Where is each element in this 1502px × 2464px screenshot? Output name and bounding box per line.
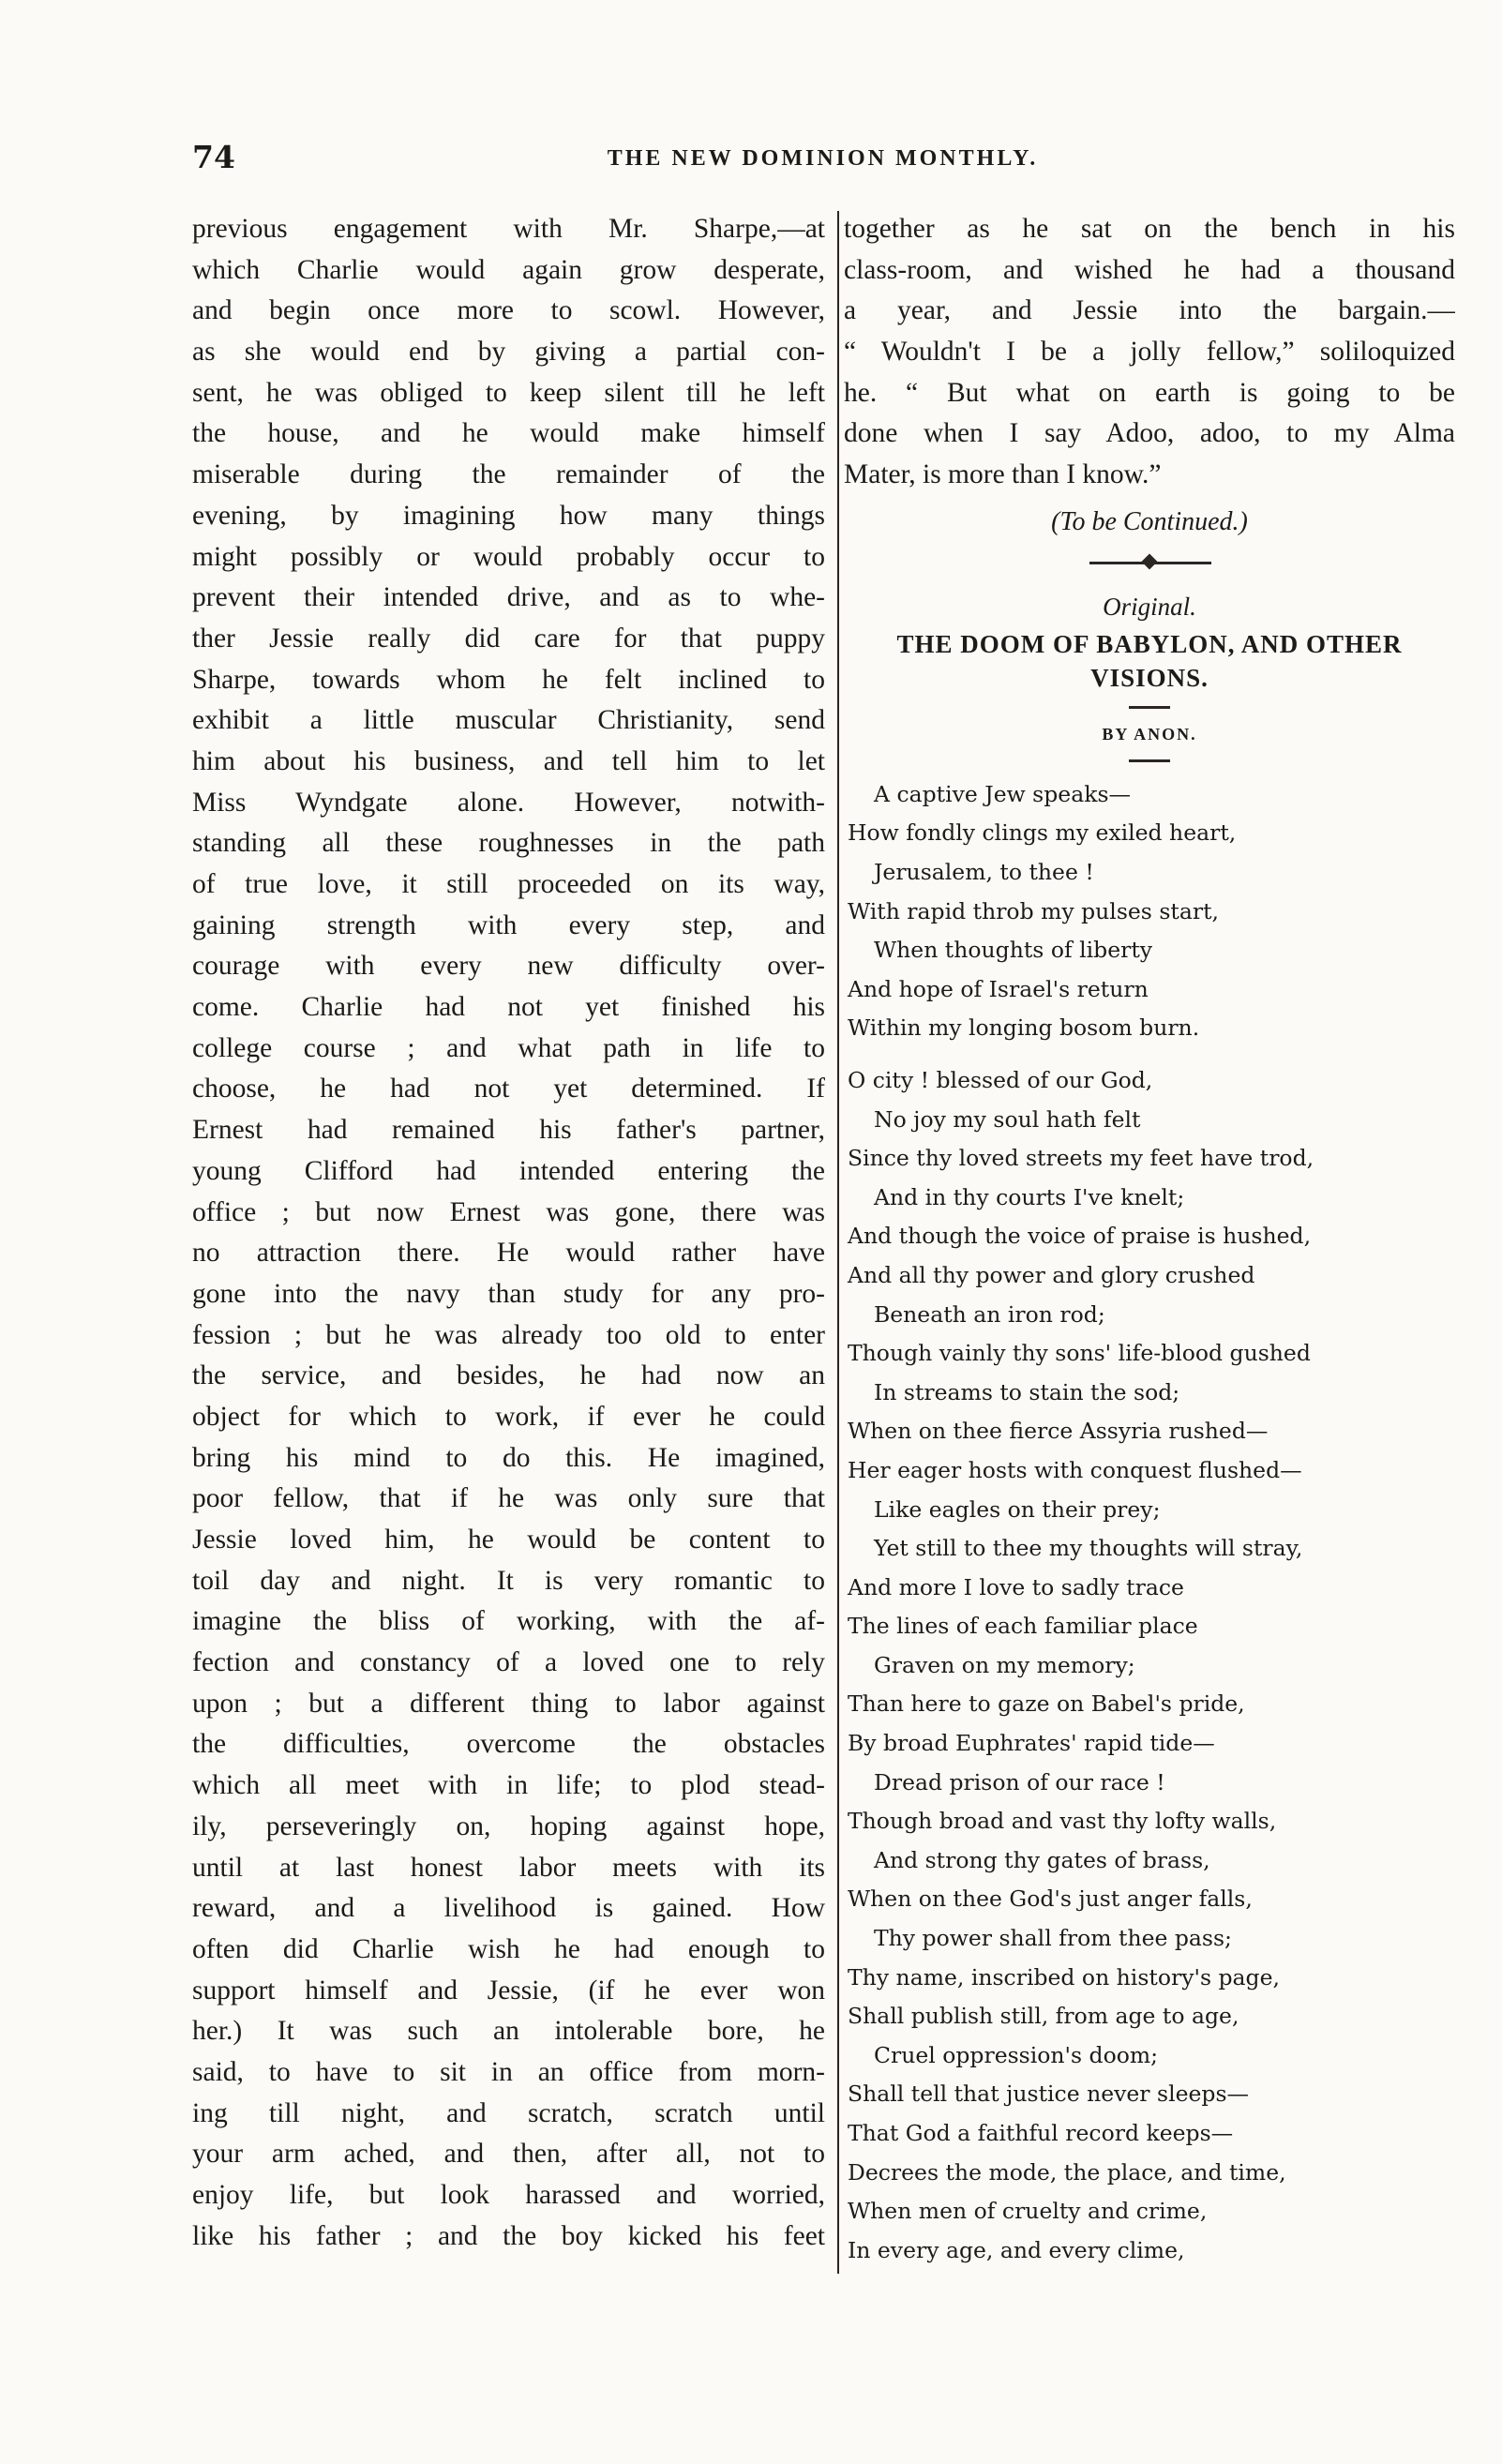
text-line: courage with every new difficulty over- [192, 951, 825, 982]
poem-line: Dread prison of our race ! [874, 1768, 1165, 1795]
text-line: said, to have to sit in an office from morn- [192, 2056, 825, 2087]
text-line: which Charlie would again grow desperate, [192, 254, 825, 285]
poem-line: Jerusalem, to thee ! [874, 859, 1094, 885]
text-line: ing till night, and scratch, scratch until [192, 2097, 825, 2128]
text-line: her.) It was such an intolerable bore, he [192, 2016, 825, 2047]
poem-line: When thoughts of liberty [874, 937, 1153, 964]
poem-line: When on thee fierce Assyria rushed— [848, 1418, 1269, 1445]
text-line: bring his mind to do this. He imagined, [192, 1442, 825, 1473]
poem-title-line: THE DOOM OF BABYLON, AND OTHER [896, 629, 1403, 658]
text-line: previous engagement with Mr. Sharpe,—at [192, 214, 825, 244]
text-line: standing all these roughnesses in the path [192, 828, 825, 859]
poem-line: Yet still to thee my thoughts will stray, [874, 1535, 1303, 1562]
poem-line: And more I love to sadly trace [848, 1573, 1184, 1600]
poem-line: The lines of each familiar place [848, 1613, 1198, 1640]
text-line: done when I say Adoo, adoo, to my Alma [844, 418, 1455, 449]
poem-line: No joy my soul hath felt [874, 1105, 1141, 1133]
text-line: young Clifford had intended entering the [192, 1155, 825, 1186]
text-line: upon ; but a different thing to labor against [192, 1688, 825, 1719]
running-title: THE NEW DOMINION MONTHLY. [607, 146, 1039, 171]
text-line: enjoy life, but look harassed and worried, [192, 2180, 825, 2210]
poem-line: When on thee God's just anger falls, [848, 1886, 1253, 1913]
text-line: miserable during the remainder of the [192, 459, 825, 490]
poem-line: And in thy courts I've knelt; [874, 1183, 1185, 1210]
poem-title-line: VISIONS. [1090, 663, 1209, 692]
byline-rule [1129, 759, 1170, 762]
poem-line: That God a faithful record keeps— [848, 2120, 1234, 2146]
text-line: might possibly or would probably occur to [192, 541, 825, 572]
poem-line: Though vainly thy sons' life-blood gushed [848, 1340, 1311, 1367]
story-continuation [844, 209, 1455, 496]
poem-line: Shall tell that justice never sleeps— [848, 2081, 1250, 2108]
text-line: as she would end by giving a partial con- [192, 337, 825, 368]
poem-line: Though broad and vast thy lofty walls, [848, 1808, 1277, 1835]
text-line: often did Charlie wish he had enough to [192, 1933, 825, 1964]
text-line: Mater, is more than I know.” [844, 459, 1162, 490]
poem-line: Graven on my memory; [874, 1651, 1135, 1678]
poem-line: Than here to gaze on Babel's pride, [848, 1690, 1245, 1718]
text-line: evening, by imagining how many things [192, 500, 825, 531]
text-line: which all meet with in life; to plod stead- [192, 1770, 825, 1801]
text-line: a year, and Jessie into the bargain.— [844, 295, 1455, 326]
ornament-diamond-icon [1142, 553, 1158, 569]
text-line: fession ; but he was already too old to enter [192, 1319, 825, 1350]
text-line: and begin once more to scowl. However, [192, 295, 825, 326]
poem-title [844, 627, 1455, 695]
poem [844, 775, 1455, 2271]
to-be-continued-note: (To be Continued.) [1051, 506, 1248, 536]
text-line: poor fellow, that if he was only sure that [192, 1483, 825, 1514]
text-line: like his father ; and the boy kicked his feet [192, 2220, 825, 2251]
text-line: support himself and Jessie, (if he ever won [192, 1975, 825, 2006]
text-line: Jessie loved him, he would be content to [192, 1525, 825, 1555]
poem-stanza [844, 1061, 1455, 2270]
poem-line: Her eager hosts with conquest flushed— [848, 1456, 1302, 1483]
page-number: 74 [192, 139, 235, 175]
text-line: reward, and a livelihood is gained. How [192, 1893, 825, 1924]
poem-line: Within my longing bosom burn. [848, 1014, 1200, 1042]
text-line: until at last honest labor meets with its [192, 1852, 825, 1883]
text-line: together as he sat on the bench in his [844, 214, 1455, 244]
text-line: object for which to work, if ever he could [192, 1401, 825, 1432]
text-line: he. “ But what on earth is going to be [844, 377, 1455, 408]
page-header [192, 139, 1453, 176]
poem-line: Decrees the mode, the place, and time, [848, 2158, 1286, 2186]
byline: BY ANON. [1102, 724, 1197, 744]
poem-line: In every age, and every clime, [848, 2236, 1185, 2263]
column-divider [837, 211, 839, 2274]
text-line: Sharpe, towards whom he felt inclined to [192, 664, 825, 695]
poem-line: And though the voice of praise is hushed, [848, 1223, 1312, 1250]
text-line: office ; but now Ernest was gone, there was [192, 1196, 825, 1227]
poem-line: Thy power shall from thee pass; [874, 1925, 1232, 1952]
text-line: imagine the bliss of working, with the af- [192, 1606, 825, 1637]
poem-line: And strong thy gates of brass, [874, 1846, 1210, 1873]
poem-line: Thy name, inscribed on history's page, [848, 1963, 1280, 1991]
poem-line: How fondly clings my exiled heart, [848, 819, 1237, 847]
text-line: college course ; and what path in life to [192, 1032, 825, 1063]
poem-line: By broad Euphrates' rapid tide— [848, 1730, 1215, 1757]
left-column [192, 209, 825, 2257]
text-line: choose, he had not yet determined. If [192, 1074, 825, 1104]
text-line: sent, he was obliged to keep silent till he left [192, 377, 825, 408]
poem-line: In streams to stain the sod; [874, 1378, 1180, 1405]
text-line: toil day and night. It is very romantic to [192, 1565, 825, 1596]
text-line: the service, and besides, he had now an [192, 1360, 825, 1391]
poem-line: Shall publish still, from age to age, [848, 2003, 1239, 2030]
poem-line: A captive Jew speaks— [874, 780, 1132, 807]
text-line: the difficulties, overcome the obstacles [192, 1729, 825, 1760]
text-line: ily, perseveringly on, hoping against hope, [192, 1810, 825, 1841]
text-line: come. Charlie had not yet finished his [192, 992, 825, 1023]
stanza-gap [844, 1048, 1455, 1061]
text-line: class-room, and wished he had a thousand [844, 254, 1455, 285]
text-line: “ Wouldn't I be a jolly fellow,” soliloquized [844, 337, 1455, 368]
poem-line: With rapid throb my pulses start, [848, 897, 1219, 924]
poem-line: And hope of Israel's return [848, 975, 1149, 1002]
text-line: the house, and he would make himself [192, 418, 825, 449]
poem-line: O city ! blessed of our God, [848, 1066, 1153, 1093]
text-line: fection and constancy of a loved one to rely [192, 1647, 825, 1678]
text-line: him about his business, and tell him to let [192, 745, 825, 776]
text-line: gaining strength with every step, and [192, 909, 825, 940]
poem-line: Like eagles on their prey; [874, 1495, 1161, 1523]
poem-line: Beneath an iron rod; [874, 1300, 1105, 1328]
poem-line: Cruel oppression's doom; [874, 2041, 1159, 2068]
title-rule [1129, 706, 1170, 709]
text-line: gone into the navy than study for any pro- [192, 1278, 825, 1309]
text-line: Miss Wyndgate alone. However, notwith- [192, 787, 825, 818]
text-line: your arm ached, and then, after all, not to [192, 2139, 825, 2170]
text-line: of true love, it still proceeded on its way, [192, 869, 825, 899]
poem-line: And all thy power and glory crushed [848, 1261, 1255, 1288]
text-line: no attraction there. He would rather have [192, 1238, 825, 1269]
poem-stanza [844, 775, 1455, 1048]
poem-line: Since thy loved streets my feet have trod, [848, 1145, 1314, 1172]
original-label: Original. [1103, 592, 1196, 621]
text-line: exhibit a little muscular Christianity, send [192, 705, 825, 736]
text-line: Ernest had remained his father's partner, [192, 1115, 825, 1146]
text-line: prevent their intended drive, and as to whe- [192, 582, 825, 613]
text-line: ther Jessie really did care for that puppy [192, 623, 825, 654]
section-ornament [844, 543, 1455, 580]
poem-line: When men of cruelty and crime, [848, 2198, 1208, 2225]
right-column [844, 209, 1455, 2270]
